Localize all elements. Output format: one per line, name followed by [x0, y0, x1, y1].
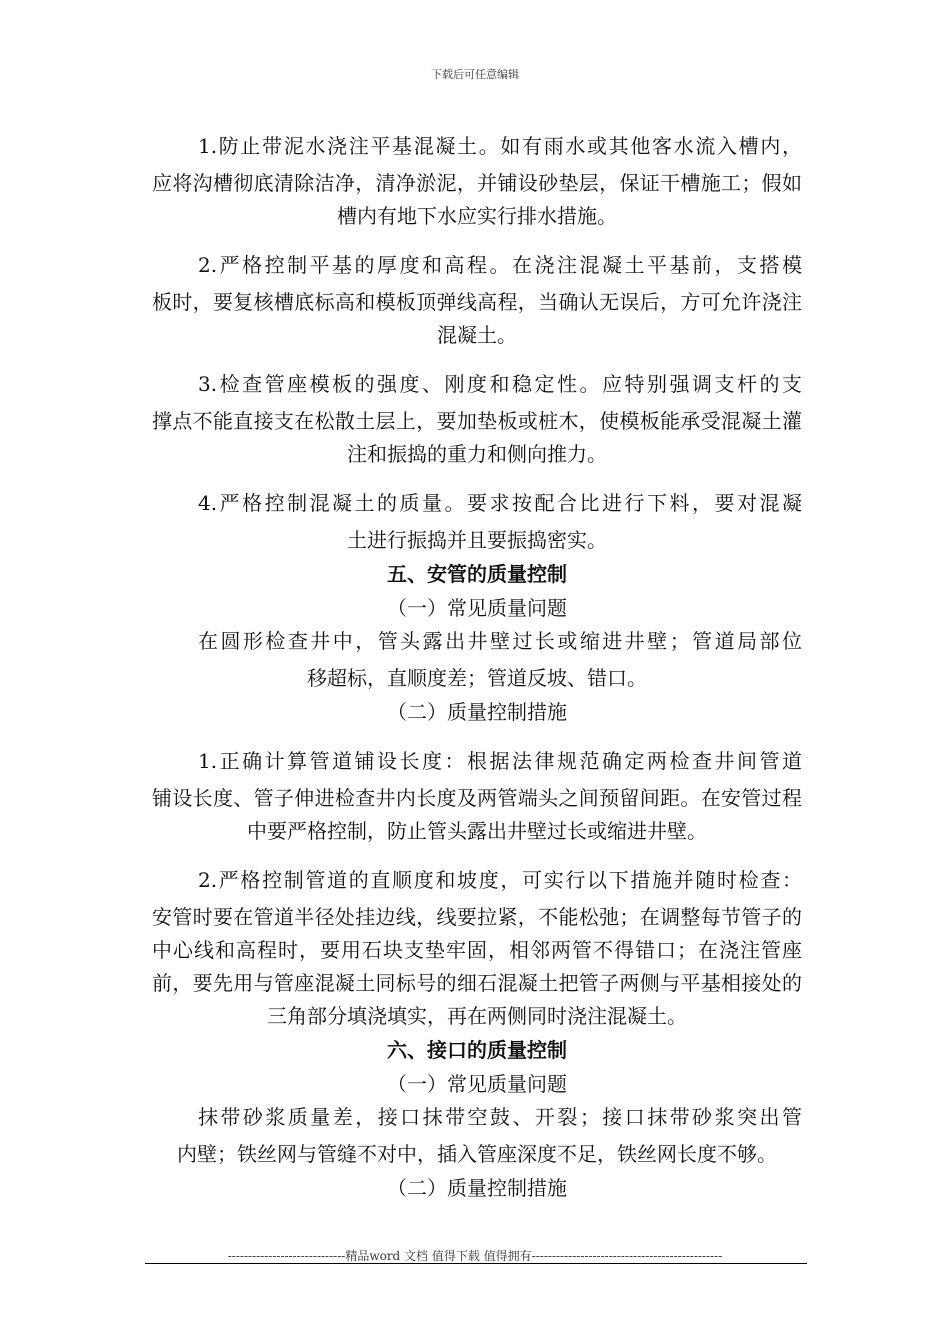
paragraph-2-first-line: 2.严格控制平基的厚度和高程。在浇注混凝土平基前，支搭模 — [198, 253, 802, 277]
paragraph-4 — [152, 487, 802, 557]
section-6-problem-first-line: 抹带砂浆质量差，接口抹带空鼓、开裂；接口抹带砂浆突出管 — [198, 1105, 802, 1129]
paragraph-1 — [152, 130, 802, 233]
section-6-title: 六、接口的质量控制 — [387, 1038, 567, 1062]
section-5-problem-paragraph — [152, 625, 802, 695]
page-footer-text: -----------------------------精品word 文档 值得下载 值得拥有----------------------------------------------- — [227, 1249, 723, 1263]
paragraph-2-rest: 板时，要复核槽底标高和模板顶弹线高程，当确认无误后，方可允许浇注混凝土。 — [152, 290, 802, 347]
section-5-subheading-problems: （一）常见质量问题 — [387, 596, 567, 620]
paragraph-2 — [152, 249, 802, 352]
section-5-measure-2-first-line: 2.严格控制管道的直顺度和坡度，可实行以下措施并随时检查： — [198, 868, 802, 892]
section-5-measure-1 — [152, 745, 802, 848]
section-6-problem-rest: 内壁；铁丝网与管缝不对中，插入管座深度不足，铁丝网长度不够。 — [177, 1142, 777, 1166]
paragraph-3-rest: 撑点不能直接支在松散土层上，要加垫板或桩木，使模板能承受混凝土灌注和振捣的重力和侧向推力。 — [152, 409, 802, 466]
section-5-problem-first-line: 在圆形检查井中，管头露出井壁过长或缩进井壁；管道局部位 — [198, 629, 802, 653]
section-6-problem-paragraph — [152, 1101, 802, 1171]
section-5-measure-2-rest: 安管时要在管道半径处挂边线，线要拉紧，不能松弛；在调整每节管子的中心线和高程时，要用石块支垫牢固，相邻两管不得错口；在浇注管座前，要先用与管座混凝土同标号的细石混凝土把管子两侧与平基相接处的三角部分填浇填实，再在两侧同时浇注混凝土。 — [152, 905, 802, 1028]
paragraph-1-rest: 应将沟槽彻底清除洁净，清净淤泥，并铺设砂垫层，保证干槽施工；假如槽内有地下水应实行排水措施。 — [152, 171, 802, 228]
paragraph-4-first-line: 4.严格控制混凝土的质量。要求按配合比进行下料，要对混凝 — [198, 491, 802, 515]
section-5-measure-2 — [152, 864, 802, 1033]
document-body — [152, 130, 802, 1205]
footer-divider — [145, 1263, 807, 1264]
section-5-problem-rest: 移超标，直顺度差；管道反坡、错口。 — [307, 666, 647, 690]
paragraph-3 — [152, 368, 802, 471]
page-header: 下载后可任意编辑 — [431, 68, 519, 81]
paragraph-4-rest: 土进行振捣并且要振捣密实。 — [347, 528, 607, 552]
section-5-measure-1-rest: 铺设长度、管子伸进检查井内长度及两管端头之间预留间距。在安管过程中要严格控制，防止管头露出井壁过长或缩进井壁。 — [152, 786, 802, 843]
section-5-subheading-measures: （二）质量控制措施 — [387, 700, 567, 724]
section-5-measure-1-first-line: 1.正确计算管道铺设长度：根据法律规范确定两检查井间管道 — [198, 749, 802, 773]
section-6-subheading-measures: （二）质量控制措施 — [387, 1176, 567, 1200]
paragraph-3-first-line: 3.检查管座模板的强度、刚度和稳定性。应特别强调支杆的支 — [198, 372, 802, 396]
section-6-subheading-problems: （一）常见质量问题 — [387, 1072, 567, 1096]
paragraph-1-first-line: 1.防止带泥水浇注平基混凝土。如有雨水或其他客水流入槽内， — [198, 134, 802, 158]
section-5-title: 五、安管的质量控制 — [387, 562, 567, 586]
